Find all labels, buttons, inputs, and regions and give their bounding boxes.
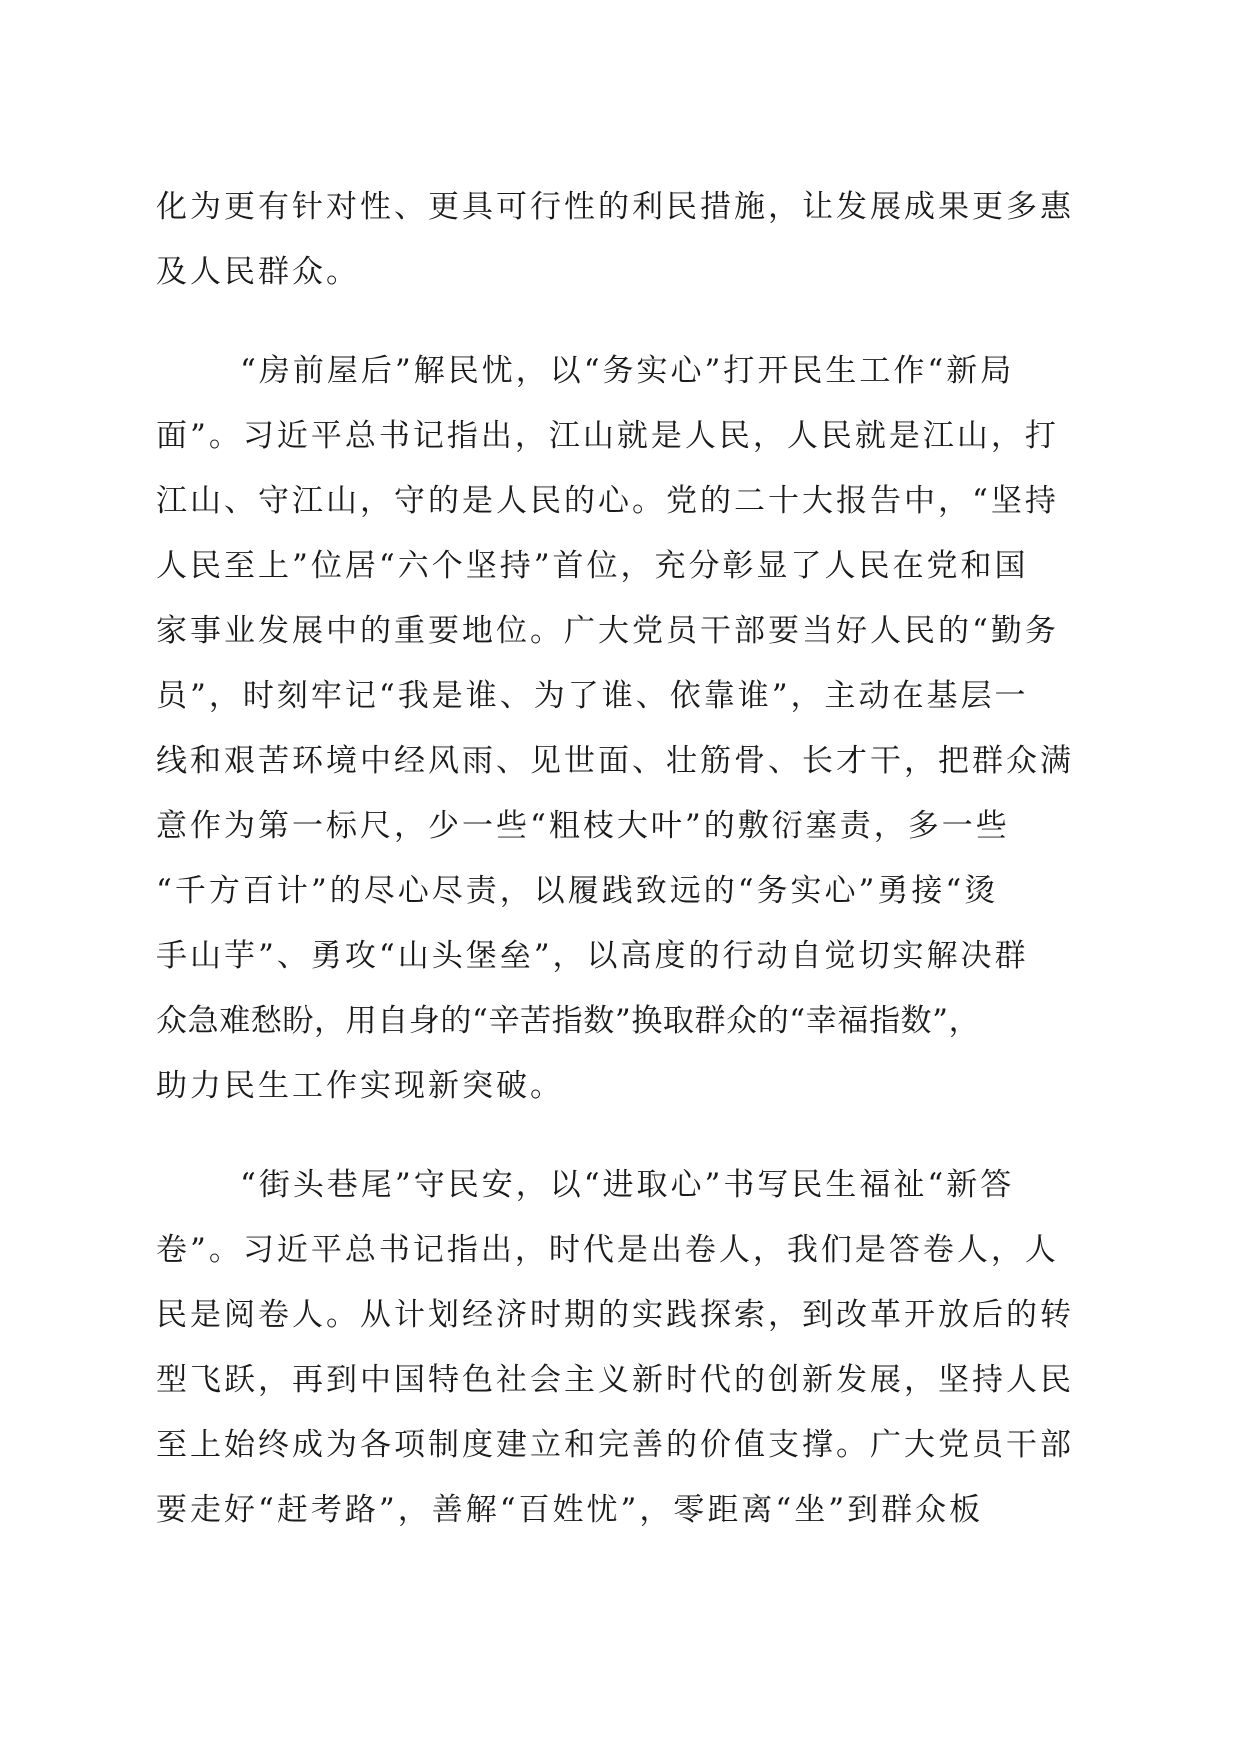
paragraph-spacer — [156, 1119, 1086, 1153]
paragraph-spacer — [156, 305, 1086, 339]
text-line: 线和艰苦环境中经风雨、见世面、壮筋骨、长才干，把群众满 — [156, 743, 1074, 779]
paragraph-1 — [156, 175, 1086, 305]
text-line: 众急难愁盼，用自身的“辛苦指数”换取群众的“幸福指数”， — [156, 1003, 981, 1039]
text-line: 面”。习近平总书记指出，江山就是人民，人民就是江山，打 — [156, 418, 1059, 454]
document-body — [156, 175, 1086, 1543]
text-line: 民是阅卷人。从计划经济时期的实践探索，到改革开放后的转 — [156, 1297, 1074, 1333]
text-line: “千方百计”的尽心尽责，以履践致远的“务实心”勇接“烫 — [156, 873, 999, 909]
text-line: 及人民群众。 — [156, 254, 360, 290]
paragraph-3 — [156, 1153, 1086, 1543]
text-line: 型飞跃，再到中国特色社会主义新时代的创新发展，坚持人民 — [156, 1362, 1074, 1398]
text-line: 化为更有针对性、更具可行性的利民措施，让发展成果更多惠 — [156, 189, 1074, 225]
text-line: 至上始终成为各项制度建立和完善的价值支撑。广大党员干部 — [156, 1427, 1074, 1463]
text-line: 员”，时刻牢记“我是谁、为了谁、依靠谁”，主动在基层一 — [156, 678, 1029, 714]
text-line: “街头巷尾”守民安，以“进取心”书写民生福祉“新答 — [240, 1167, 1015, 1203]
text-line: 江山、守江山，守的是人民的心。党的二十大报告中，“坚持 — [156, 483, 1059, 519]
paragraph-2 — [156, 339, 1086, 1119]
text-line: 人民至上”位居“六个坚持”首位，充分彰显了人民在党和国 — [156, 548, 1029, 584]
text-line: 要走好“赶考路”，善解“百姓忧”，零距离“坐”到群众板 — [156, 1492, 984, 1528]
text-line: 意作为第一标尺，少一些“粗枝大叶”的敷衍塞责，多一些 — [156, 808, 1010, 844]
text-line: 卷”。习近平总书记指出，时代是出卷人，我们是答卷人，人 — [156, 1232, 1059, 1268]
text-line: 助力民生工作实现新突破。 — [156, 1068, 564, 1104]
text-line: 手山芋”、勇攻“山头堡垒”，以高度的行动自觉切实解决群 — [156, 938, 1029, 974]
text-line: 家事业发展中的重要地位。广大党员干部要当好人民的“勤务 — [156, 613, 1059, 649]
text-line: “房前屋后”解民忧，以“务实心”打开民生工作“新局 — [240, 353, 1015, 389]
